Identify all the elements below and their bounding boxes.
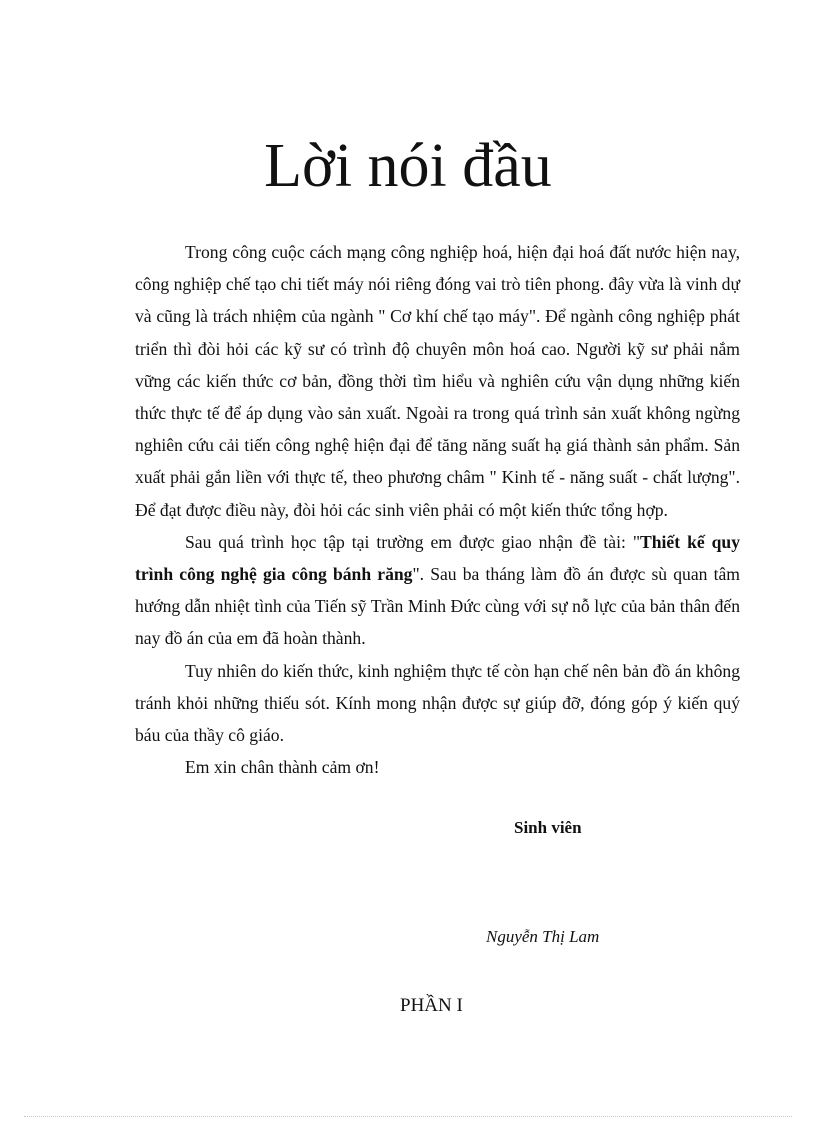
paragraph-topic bbox=[135, 526, 740, 655]
document-body bbox=[135, 236, 740, 783]
topic-title: Thiết kế quy trình công nghệ gia công bánh răng bbox=[135, 531, 740, 585]
paragraph-intro: Trong công cuộc cách mạng công nghiệp hoá, hiện đại hoá đất nước hiện nay, công nghiệp chế tạo chi tiết máy nói riêng đóng vai trò tiên phong. đây vừa là vinh dự và cũng là trách nhiệm của ngành " Cơ khí chế tạo máy". Để ngành công nghiệp phát triển thì đòi hỏi các kỹ sư có trình độ chuyên môn hoá cao. Người kỹ sư phải nắm vững các kiến thức cơ bản, đồng thời tìm hiểu và nghiên cứu vận dụng những kiến thức thực tế để áp dụng vào sản xuất. Ngoài ra trong quá trình sản xuất không ngừng nghiên cứu cải tiến công nghệ hiện đại để tăng năng suất hạ giá thành sản phẩm. Sản xuất phải gắn liền với thực tế, theo phương châm " Kinh tế - năng suất - chất lượng". Để đạt được điều này, đòi hỏi các sinh viên phải có một kiến thức tổng hợp. bbox=[135, 242, 740, 520]
part-heading: PHẦN I bbox=[400, 995, 463, 1016]
topic-trail-text: ". Sau ba tháng làm đồ án được sù quan tâm hướng dẫn nhiệt tình của Tiến sỹ Trần Minh Đức cùng với sự nỗ lực của bản thân đến nay đồ án của em đã hoàn thành. bbox=[135, 564, 740, 649]
paragraph-thanks: Em xin chân thành cảm ơn! bbox=[185, 757, 380, 778]
signature-role: Sinh viên bbox=[514, 818, 582, 837]
signature-name: Nguyễn Thị Lam bbox=[486, 927, 600, 946]
page-title: Lời nói đầu bbox=[264, 132, 552, 200]
paragraph-limitations: Tuy nhiên do kiến thức, kinh nghiệm thực tế còn hạn chế nên bản đồ án không tránh khỏi những thiếu sót. Kính mong nhận được sự giúp đỡ, đóng góp ý kiến quý báu của thầy cô giáo. bbox=[135, 660, 740, 746]
page-bottom-divider bbox=[24, 1116, 792, 1117]
topic-lead-text: Sau quá trình học tập tại trường em được giao nhận đề tài: " bbox=[185, 531, 641, 552]
